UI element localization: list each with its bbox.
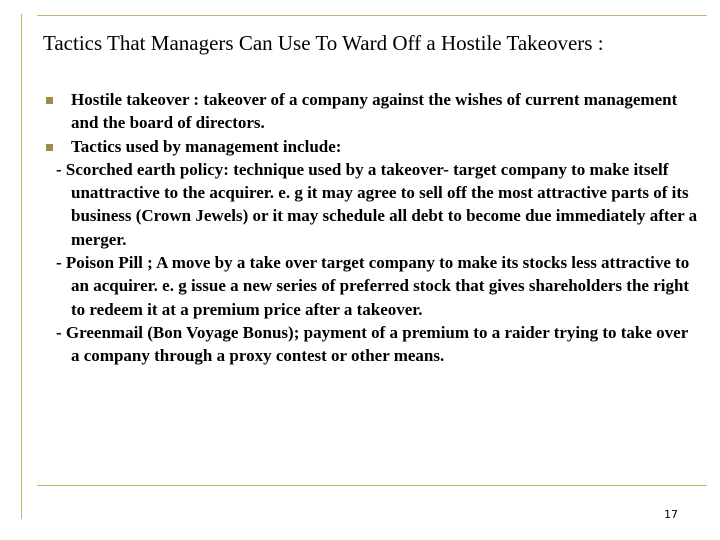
bullet-item xyxy=(40,135,700,158)
bullet-text: Hostile takeover : takeover of a company against the wishes of current management and the board of directors. xyxy=(71,90,678,133)
square-bullet-icon xyxy=(46,97,53,104)
sub-item-scorched-earth: - Scorched earth policy: technique used by a takeover- target company to make itself unattractive to the acquirer. e. g it may agree to sell off the most attractive parts of its business (Crown Jewels) or it may schedule all debt to become due immediately after a merger. xyxy=(56,159,698,249)
slide-body xyxy=(40,88,700,368)
square-bullet-icon xyxy=(46,144,53,151)
bottom-horizontal-rule xyxy=(37,485,707,486)
bullet-item xyxy=(40,88,700,135)
sub-item-greenmail: - Greenmail (Bon Voyage Bonus); payment of a premium to a raider trying to take over a company through a proxy contest or other means. xyxy=(56,322,688,366)
slide-title: Tactics That Managers Can Use To Ward Off a Hostile Takeovers : xyxy=(43,31,604,55)
bullet-text: Tactics used by management include: xyxy=(71,136,342,156)
left-vertical-rule xyxy=(21,14,22,519)
top-horizontal-rule xyxy=(37,15,707,16)
page-number: 17 xyxy=(664,508,678,521)
sub-item-poison-pill: - Poison Pill ; A move by a take over target company to make its stocks less attractive to an acquirer. e. g issue a new series of preferred stock that gives shareholders the right to redeem it at a premium price after a takeover. xyxy=(56,253,690,319)
